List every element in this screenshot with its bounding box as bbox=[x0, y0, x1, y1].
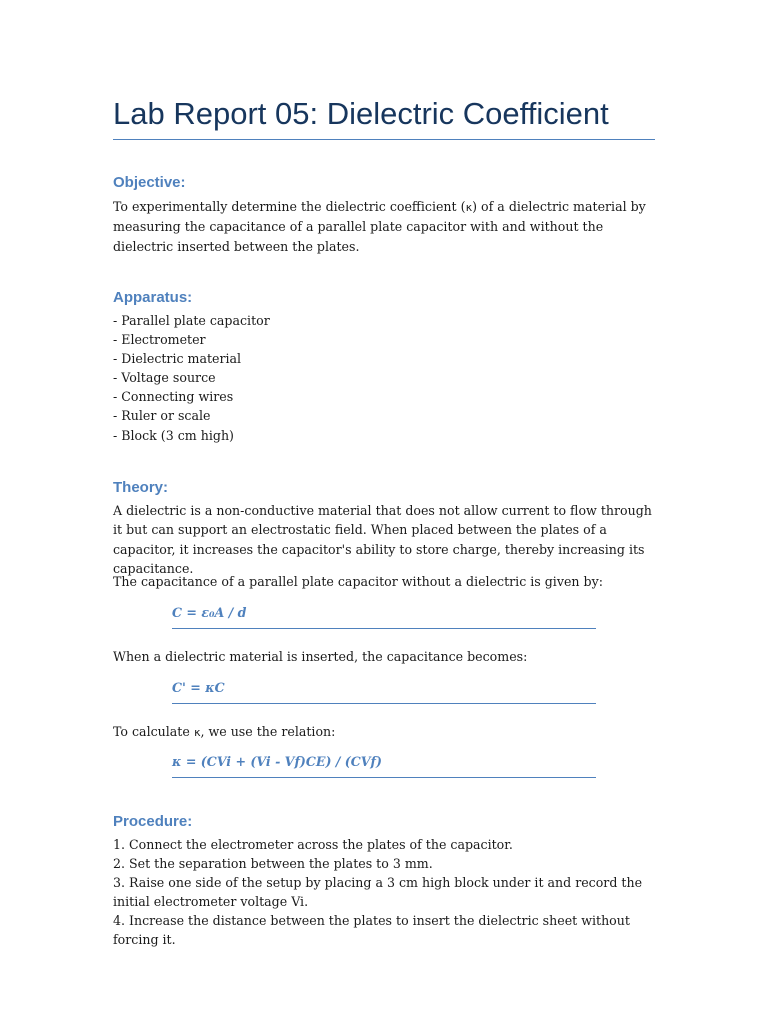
formula-capacitance: C = ε₀A / d bbox=[172, 604, 596, 629]
theory-intro-2: When a dielectric material is inserted, the capacitance becomes: bbox=[113, 649, 528, 664]
list-item: 3. Raise one side of the setup by placing a 3 cm high block under it and record the initial electrometer voltage Vi. bbox=[113, 875, 643, 910]
theory-intro-3-end: , we use the relation: bbox=[200, 724, 336, 739]
objective-text-start: To experimentally determine the dielectric coefficient ( bbox=[113, 199, 466, 214]
objective-text-end: ) of a dielectric material by measuring the capacitance of a parallel plate capacitor with and without the dielectric inserted between the plates. bbox=[113, 199, 646, 254]
theory-intro-3-start: To calculate bbox=[113, 724, 194, 739]
list-item: - Parallel plate capacitor bbox=[113, 313, 270, 328]
formula-dielectric-capacitance: C' = κC bbox=[172, 679, 596, 704]
theory-heading: Theory: bbox=[113, 479, 169, 496]
list-item: 2. Set the separation between the plates to 3 mm. bbox=[113, 856, 433, 872]
list-item: 4. Increase the distance between the plates to insert the dielectric sheet without forcing it. bbox=[113, 913, 630, 948]
apparatus-heading: Apparatus: bbox=[113, 289, 193, 306]
theory-intro-3 bbox=[113, 722, 658, 742]
page-title: Lab Report 05: Dielectric Coefficient bbox=[113, 96, 609, 131]
theory-intro-1: The capacitance of a parallel plate capacitor without a dielectric is given by: bbox=[113, 574, 603, 589]
procedure-steps bbox=[113, 835, 658, 950]
list-item: - Dielectric material bbox=[113, 351, 242, 367]
kappa-symbol: κ bbox=[193, 726, 201, 739]
objective-paragraph bbox=[113, 197, 658, 256]
kappa-symbol: κ bbox=[465, 201, 473, 214]
list-item: - Block (3 cm high) bbox=[113, 427, 234, 443]
list-item: - Ruler or scale bbox=[113, 408, 211, 424]
title-divider bbox=[113, 139, 655, 140]
objective-heading: Objective: bbox=[113, 174, 186, 191]
list-item: - Connecting wires bbox=[113, 389, 234, 405]
list-item: 1. Connect the electrometer across the plates of the capacitor. bbox=[113, 837, 513, 852]
procedure-heading: Procedure: bbox=[113, 813, 193, 830]
theory-paragraph: A dielectric is a non-conductive material that does not allow current to flow through it but can support an electrostatic field. When placed between the plates of a capacitor, it increases the capacitor's ability to store charge, thereby increasing its capacitance. bbox=[113, 503, 652, 576]
formula-kappa: κ = (CVi + (Vi - Vf)CE) / (CVf) bbox=[172, 753, 596, 778]
list-item: - Electrometer bbox=[113, 332, 206, 348]
list-item: - Voltage source bbox=[113, 370, 216, 386]
apparatus-list bbox=[113, 311, 658, 445]
